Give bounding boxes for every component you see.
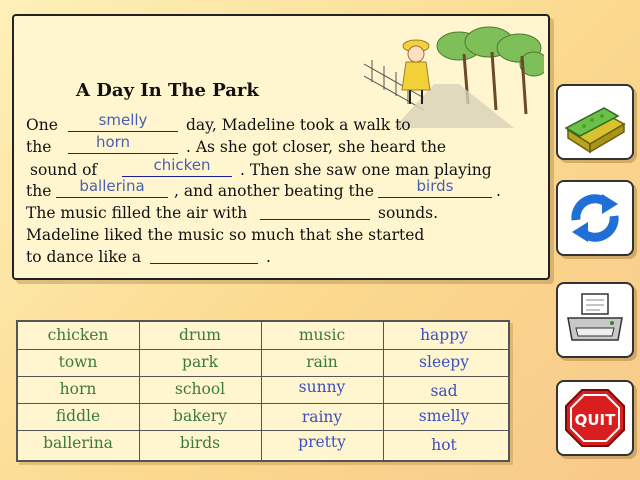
word-tile[interactable]: happy [420, 326, 468, 344]
story-title: A Day In The Park [76, 80, 259, 101]
word-tile[interactable]: hot [431, 436, 457, 454]
filled-answer: smelly [98, 111, 148, 129]
word-tile[interactable]: bakery [173, 407, 227, 425]
word-tile[interactable]: school [174, 380, 226, 398]
filled-answer: ballerina [79, 177, 145, 195]
printer-icon [562, 288, 628, 352]
sponge-icon [562, 90, 628, 154]
print-button[interactable] [556, 282, 634, 358]
story-text-segment: , and another beating the [174, 182, 374, 200]
sponge-erase-button[interactable] [556, 84, 634, 160]
word-tile[interactable]: fiddle [55, 407, 101, 425]
word-tile[interactable]: town [58, 353, 98, 371]
word-tile[interactable]: pretty [298, 433, 346, 451]
reset-button[interactable] [556, 180, 634, 256]
word-tile[interactable]: smelly [418, 407, 470, 425]
word-tile[interactable]: birds [179, 434, 221, 452]
answer-blank[interactable] [150, 263, 258, 264]
story-text-segment: sound of [30, 161, 98, 179]
answer-blank[interactable] [378, 177, 492, 198]
filled-answer: horn [95, 133, 131, 151]
word-tile[interactable]: ballerina [43, 434, 113, 452]
word-tile[interactable]: park [182, 353, 218, 371]
quit-sign-icon [562, 386, 628, 450]
madeline-park-illustration [364, 24, 544, 128]
word-tile[interactable]: sad [430, 382, 458, 400]
word-tile[interactable]: music [298, 326, 346, 344]
story-text-segment: Madeline liked the music so much that she started [26, 226, 425, 244]
story-text-segment: The music filled the air with [26, 204, 248, 222]
story-text-segment: . [266, 248, 271, 266]
story-text-segment: the [26, 138, 52, 156]
quit-button[interactable] [556, 380, 634, 456]
word-tile[interactable]: sleepy [419, 353, 469, 371]
filled-answer: birds [416, 177, 454, 195]
word-tile[interactable]: sunny [298, 378, 346, 396]
story-text-segment: One [26, 116, 58, 134]
story-text-segment: . As she got closer, she heard the [186, 138, 447, 156]
story-text-segment: to dance like a [26, 248, 142, 266]
word-tile[interactable]: rain [306, 353, 338, 371]
filled-answer: chicken [153, 156, 211, 174]
quit-label: QUIT [574, 411, 616, 429]
word-tile[interactable]: drum [178, 326, 221, 344]
story-text-segment: the [26, 182, 52, 200]
word-bank-table [16, 320, 510, 462]
story-text-segment: . [496, 182, 501, 200]
story-text-segment: . Then she saw one man playing [240, 161, 492, 179]
word-tile[interactable]: chicken [47, 326, 109, 344]
story-text-segment: sounds. [378, 204, 439, 222]
story-card [12, 14, 550, 280]
word-tile[interactable]: rainy [301, 408, 343, 426]
refresh-arrows-icon [562, 186, 628, 250]
answer-blank[interactable] [56, 177, 168, 198]
word-tile[interactable]: horn [59, 380, 97, 398]
story-text-segment: day, Madeline took a walk to [186, 116, 411, 134]
answer-blank[interactable] [260, 219, 370, 220]
